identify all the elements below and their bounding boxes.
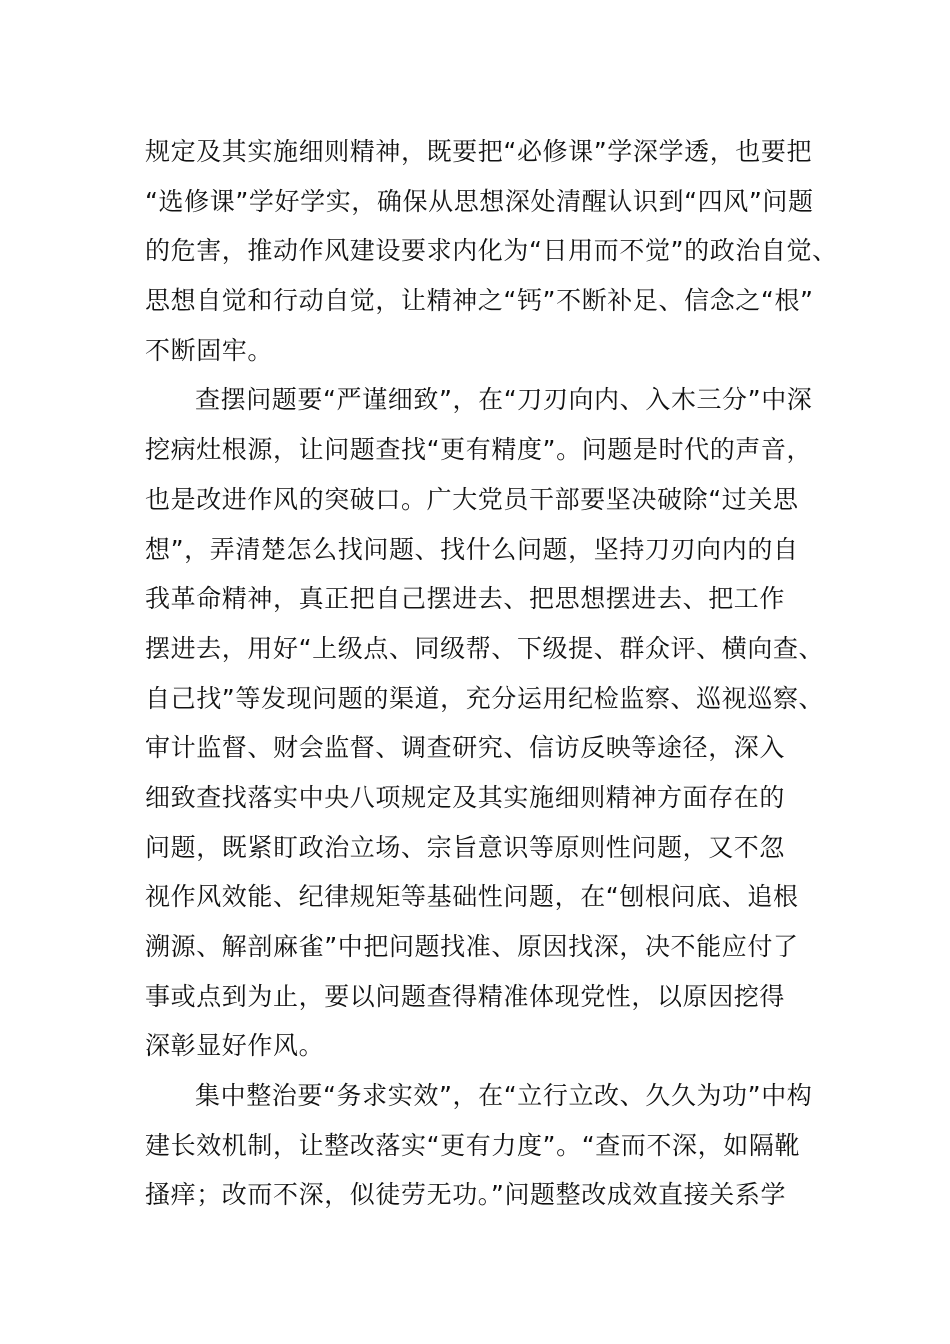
text-line: 细致查找落实中央八项规定及其实施细则精神方面存在的 bbox=[145, 782, 786, 812]
text-line: 事或点到为止，要以问题查得精准体现党性，以原因挖得 bbox=[145, 981, 786, 1011]
text-line: 想”，弄清楚怎么找问题、找什么问题，坚持刀刃向内的自 bbox=[145, 534, 799, 564]
text-line: 溯源、解剖麻雀”中把问题找准、原因找深，决不能应付了 bbox=[145, 932, 799, 961]
text-line: 思想自觉和行动自觉，让精神之“钙”不断补足、信念之“根” bbox=[145, 286, 814, 316]
text-line: 问题，既紧盯政治立场、宗旨意识等原则性问题，又不忽 bbox=[145, 832, 786, 862]
text-line: 深彰显好作风。 bbox=[145, 1031, 325, 1061]
text-line: 规定及其实施细则精神，既要把“必修课”学深学透，也要把 bbox=[145, 137, 813, 166]
text-line: 视作风效能、纪律规矩等基础性问题，在“刨根问底、追根 bbox=[145, 882, 799, 912]
text-line: 挖病灶根源，让问题查找“更有精度”。问题是时代的声音， bbox=[145, 435, 813, 465]
paragraph-start-line: 查摆问题要“严谨细致”，在“刀刃向内、入木三分”中深 bbox=[195, 385, 813, 415]
text-line: 的危害，推动作风建设要求内化为“日用而不觉”的政治自觉、 bbox=[145, 236, 838, 266]
text-line: 建长效机制，让整改落实“更有力度”。“查而不深，如隔靴 bbox=[145, 1130, 801, 1160]
text-line: 自己找”等发现问题的渠道，充分运用纪检监察、巡视巡察、 bbox=[145, 683, 825, 713]
text-line: “选修课”学好学实，确保从思想深处清醒认识到“四风”问题 bbox=[145, 186, 814, 216]
text-line: 我革命精神，真正把自己摆进去、把思想摆进去、把工作 bbox=[145, 584, 786, 614]
paragraph-start-line: 集中整治要“务求实效”，在“立行立改、久久为功”中构 bbox=[195, 1081, 813, 1111]
text-line: 搔痒；改而不深，似徒劳无功。”问题整改成效直接关系学 bbox=[145, 1180, 787, 1210]
text-line: 摆进去，用好“上级点、同级帮、下级提、群众评、横向查、 bbox=[145, 633, 825, 663]
body-text bbox=[145, 127, 838, 1220]
text-line: 也是改进作风的突破口。广大党员干部要坚决破除“过关思 bbox=[145, 484, 799, 514]
text-line: 不断固牢。 bbox=[145, 335, 274, 365]
text-line: 审计监督、财会监督、调查研究、信访反映等途径，深入 bbox=[145, 733, 786, 763]
